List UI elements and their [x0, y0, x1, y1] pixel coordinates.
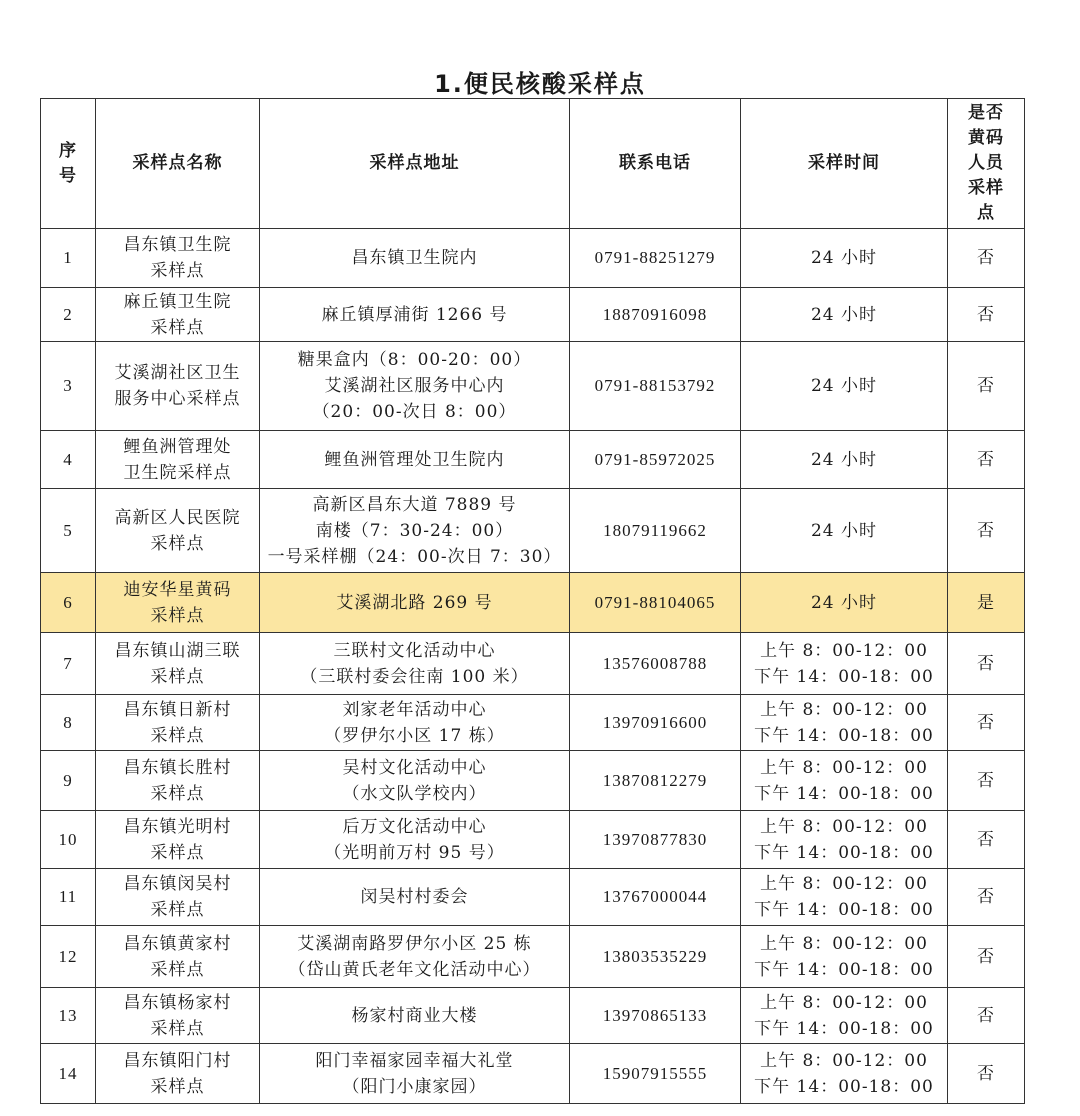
cell-name-line: 采样点: [150, 605, 205, 626]
cell-name-line: 卫生院采样点: [123, 462, 232, 483]
header-yellow-line: 是否: [968, 103, 1004, 123]
cell-address: [260, 288, 570, 342]
cell-seq: 11: [41, 869, 96, 926]
cell-time: [741, 431, 948, 489]
cell-address-line: 阳门幸福家园幸福大礼堂: [315, 1050, 514, 1071]
cell-name-line: 麻丘镇卫生院: [123, 291, 232, 312]
cell-time-line: 上午 8：00-12：00: [760, 992, 928, 1013]
cell-phone: 13970916600: [570, 695, 741, 751]
cell-time-line: 24 小时: [810, 304, 878, 325]
table-row: [41, 229, 1025, 288]
cell-yellow-code: 否: [948, 288, 1025, 342]
header-address: 采样点地址: [260, 99, 570, 229]
cell-seq: 9: [41, 751, 96, 811]
header-yellow-line: 采样: [968, 178, 1004, 198]
header-seq: [41, 99, 96, 229]
cell-address-line: （光明前万村 95 号）: [324, 842, 505, 863]
cell-address-line: （20：00-次日 8：00）: [312, 402, 517, 422]
table-row: [41, 811, 1025, 869]
cell-time-line: 上午 8：00-12：00: [760, 640, 928, 661]
cell-name-line: 服务中心采样点: [114, 389, 241, 409]
cell-time: [741, 573, 948, 633]
cell-time: [741, 1044, 948, 1104]
cell-seq: 8: [41, 695, 96, 751]
cell-name-line: 采样点: [150, 725, 205, 746]
table-row: [41, 342, 1025, 431]
cell-address-line: 艾溪湖社区服务中心内: [324, 376, 505, 396]
cell-name: [96, 288, 260, 342]
cell-address: [260, 633, 570, 695]
header-seq-line: 序: [59, 140, 77, 161]
cell-time-line: 24 小时: [810, 520, 878, 541]
cell-address-line: 艾溪湖南路罗伊尔小区 25 栋: [297, 933, 532, 954]
cell-name-line: 采样点: [150, 1076, 205, 1097]
header-yellow-code: [948, 99, 1025, 229]
cell-time: [741, 633, 948, 695]
cell-time: [741, 869, 948, 926]
table-row: [41, 288, 1025, 342]
cell-name-line: 昌东镇山湖三联: [114, 640, 241, 661]
cell-yellow-code: 否: [948, 342, 1025, 431]
table-row: [41, 1044, 1025, 1104]
cell-phone: 13870812279: [570, 751, 741, 811]
cell-address-line: 一号采样棚（24：00-次日 7：30）: [267, 546, 562, 567]
cell-time: [741, 489, 948, 573]
cell-seq: 1: [41, 229, 96, 288]
cell-address-line: （罗伊尔小区 17 栋）: [324, 725, 505, 746]
cell-time: [741, 695, 948, 751]
cell-address-line: 吴村文化活动中心: [342, 757, 487, 778]
cell-address-line: 闵吴村村委会: [360, 887, 469, 907]
cell-yellow-code: 否: [948, 695, 1025, 751]
cell-name-line: 昌东镇闵吴村: [123, 874, 232, 894]
cell-time-line: 下午 14：00-18：00: [754, 842, 934, 863]
cell-name: [96, 695, 260, 751]
cell-time-line: 24 小时: [810, 449, 878, 470]
cell-time-line: 24 小时: [810, 248, 878, 268]
cell-address-line: 刘家老年活动中心: [342, 699, 487, 720]
cell-time-line: 上午 8：00-12：00: [760, 816, 928, 837]
cell-name-line: 迪安华星黄码: [123, 579, 232, 600]
cell-seq: 4: [41, 431, 96, 489]
cell-name-line: 昌东镇阳门村: [123, 1050, 232, 1071]
cell-name-line: 昌东镇长胜村: [123, 757, 232, 778]
cell-address: [260, 573, 570, 633]
header-time: 采样时间: [741, 99, 948, 229]
cell-seq: 6: [41, 573, 96, 633]
cell-name-line: 艾溪湖社区卫生: [114, 363, 241, 383]
cell-yellow-code: 否: [948, 869, 1025, 926]
cell-seq: 2: [41, 288, 96, 342]
cell-seq: 12: [41, 926, 96, 988]
cell-name-line: 昌东镇光明村: [123, 816, 232, 837]
cell-time-line: 下午 14：00-18：00: [754, 725, 934, 746]
cell-address-line: （岱山黄氏老年文化活动中心）: [288, 959, 541, 980]
cell-name: [96, 342, 260, 431]
cell-phone: 0791-85972025: [570, 431, 741, 489]
cell-time: [741, 811, 948, 869]
cell-address: [260, 229, 570, 288]
cell-name-line: 采样点: [150, 842, 205, 863]
cell-yellow-code: 否: [948, 988, 1025, 1044]
cell-time-line: 上午 8：00-12：00: [760, 874, 928, 894]
cell-seq: 10: [41, 811, 96, 869]
cell-seq: 14: [41, 1044, 96, 1104]
cell-name-line: 昌东镇杨家村: [123, 992, 232, 1013]
cell-name: [96, 988, 260, 1044]
cell-address-line: 三联村文化活动中心: [333, 640, 496, 661]
cell-address-line: 昌东镇卫生院内: [351, 248, 478, 268]
header-phone: 联系电话: [570, 99, 741, 229]
cell-address-line: 艾溪湖北路 269 号: [336, 592, 493, 613]
cell-address: [260, 988, 570, 1044]
cell-time: [741, 988, 948, 1044]
table-row: [41, 869, 1025, 926]
cell-name: [96, 229, 260, 288]
cell-address-line: 麻丘镇厚浦街 1266 号: [321, 304, 508, 325]
cell-name-line: 采样点: [150, 783, 205, 804]
table-row: [41, 751, 1025, 811]
cell-time-line: 下午 14：00-18：00: [754, 959, 934, 980]
table-row: [41, 573, 1025, 633]
cell-yellow-code: 否: [948, 811, 1025, 869]
cell-time-line: 24 小时: [810, 376, 878, 396]
cell-address: [260, 811, 570, 869]
cell-phone: 18870916098: [570, 288, 741, 342]
cell-yellow-code: 否: [948, 926, 1025, 988]
cell-seq: 3: [41, 342, 96, 431]
cell-phone: 18079119662: [570, 489, 741, 573]
cell-address: [260, 926, 570, 988]
cell-name: [96, 869, 260, 926]
cell-name: [96, 811, 260, 869]
cell-address-line: 杨家村商业大楼: [351, 1005, 478, 1026]
header-name: 采样点名称: [96, 99, 260, 229]
cell-time: [741, 751, 948, 811]
cell-yellow-code: 否: [948, 751, 1025, 811]
cell-name: [96, 573, 260, 633]
table-row: [41, 489, 1025, 573]
cell-time-line: 24 小时: [810, 592, 878, 613]
table-row: [41, 633, 1025, 695]
cell-phone: 13970877830: [570, 811, 741, 869]
cell-time-line: 下午 14：00-18：00: [754, 1018, 934, 1039]
cell-name-line: 昌东镇日新村: [123, 699, 232, 720]
cell-time: [741, 926, 948, 988]
cell-address: [260, 869, 570, 926]
cell-yellow-code: 否: [948, 633, 1025, 695]
cell-address-line: 高新区昌东大道 7889 号: [312, 494, 517, 515]
cell-seq: 5: [41, 489, 96, 573]
cell-time: [741, 342, 948, 431]
cell-phone: 13576008788: [570, 633, 741, 695]
cell-name-line: 采样点: [150, 317, 205, 338]
cell-name: [96, 633, 260, 695]
cell-address: [260, 1044, 570, 1104]
table-row: [41, 926, 1025, 988]
cell-time-line: 下午 14：00-18：00: [754, 1076, 934, 1097]
cell-address-line: （水文队学校内）: [342, 783, 487, 804]
cell-time-line: 上午 8：00-12：00: [760, 757, 928, 778]
cell-phone: 15907915555: [570, 1044, 741, 1104]
cell-seq: 13: [41, 988, 96, 1044]
cell-seq: 7: [41, 633, 96, 695]
cell-time-line: 下午 14：00-18：00: [754, 783, 934, 804]
cell-name-line: 采样点: [150, 666, 205, 687]
cell-name-line: 采样点: [150, 261, 205, 281]
table-body: [41, 229, 1025, 1104]
table-row: [41, 988, 1025, 1044]
table-row: [41, 431, 1025, 489]
cell-yellow-code: 否: [948, 489, 1025, 573]
header-yellow-line: 点: [977, 203, 995, 223]
cell-time-line: 上午 8：00-12：00: [760, 933, 928, 954]
cell-phone: 0791-88153792: [570, 342, 741, 431]
cell-name: [96, 431, 260, 489]
cell-name: [96, 1044, 260, 1104]
cell-name: [96, 926, 260, 988]
cell-address-line: 糖果盒内（8：00-20：00）: [297, 350, 532, 370]
cell-address-line: （阳门小康家园）: [342, 1076, 487, 1097]
cell-address-line: 南楼（7：30-24：00）: [315, 520, 514, 541]
cell-address-line: 鲤鱼洲管理处卫生院内: [324, 449, 505, 470]
cell-name: [96, 489, 260, 573]
cell-address-line: （三联村委会往南 100 米）: [300, 666, 529, 687]
cell-time: [741, 229, 948, 288]
cell-time: [741, 288, 948, 342]
cell-address: [260, 489, 570, 573]
header-row: [41, 99, 1025, 229]
cell-time-line: 下午 14：00-18：00: [754, 900, 934, 920]
cell-name-line: 昌东镇黄家村: [123, 933, 232, 954]
cell-time-line: 上午 8：00-12：00: [760, 1050, 928, 1071]
table-row: [41, 695, 1025, 751]
cell-name-line: 鲤鱼洲管理处: [123, 436, 232, 457]
cell-yellow-code: 否: [948, 431, 1025, 489]
cell-address: [260, 695, 570, 751]
cell-time-line: 上午 8：00-12：00: [760, 699, 928, 720]
cell-phone: 13970865133: [570, 988, 741, 1044]
header-yellow-line: 黄码: [968, 128, 1004, 148]
cell-time-line: 下午 14：00-18：00: [754, 666, 934, 687]
cell-name-line: 采样点: [150, 533, 205, 554]
header-seq-line: 号: [59, 165, 77, 186]
cell-address-line: 后万文化活动中心: [342, 816, 487, 837]
cell-name: [96, 751, 260, 811]
sampling-sites-table: [40, 98, 1025, 1104]
cell-name-line: 高新区人民医院: [114, 507, 241, 528]
cell-phone: 0791-88104065: [570, 573, 741, 633]
cell-yellow-code: 否: [948, 1044, 1025, 1104]
cell-address: [260, 751, 570, 811]
cell-name-line: 采样点: [150, 959, 205, 980]
cell-phone: 13767000044: [570, 869, 741, 926]
cell-name-line: 采样点: [150, 900, 205, 920]
page-title: 1.便民核酸采样点: [434, 70, 646, 98]
cell-phone: 0791-88251279: [570, 229, 741, 288]
cell-phone: 13803535229: [570, 926, 741, 988]
cell-address: [260, 342, 570, 431]
header-yellow-line: 人员: [968, 153, 1004, 173]
cell-name-line: 昌东镇卫生院: [123, 235, 232, 255]
cell-yellow-code: 否: [948, 229, 1025, 288]
cell-yellow-code: 是: [948, 573, 1025, 633]
cell-name-line: 采样点: [150, 1018, 205, 1039]
cell-address: [260, 431, 570, 489]
